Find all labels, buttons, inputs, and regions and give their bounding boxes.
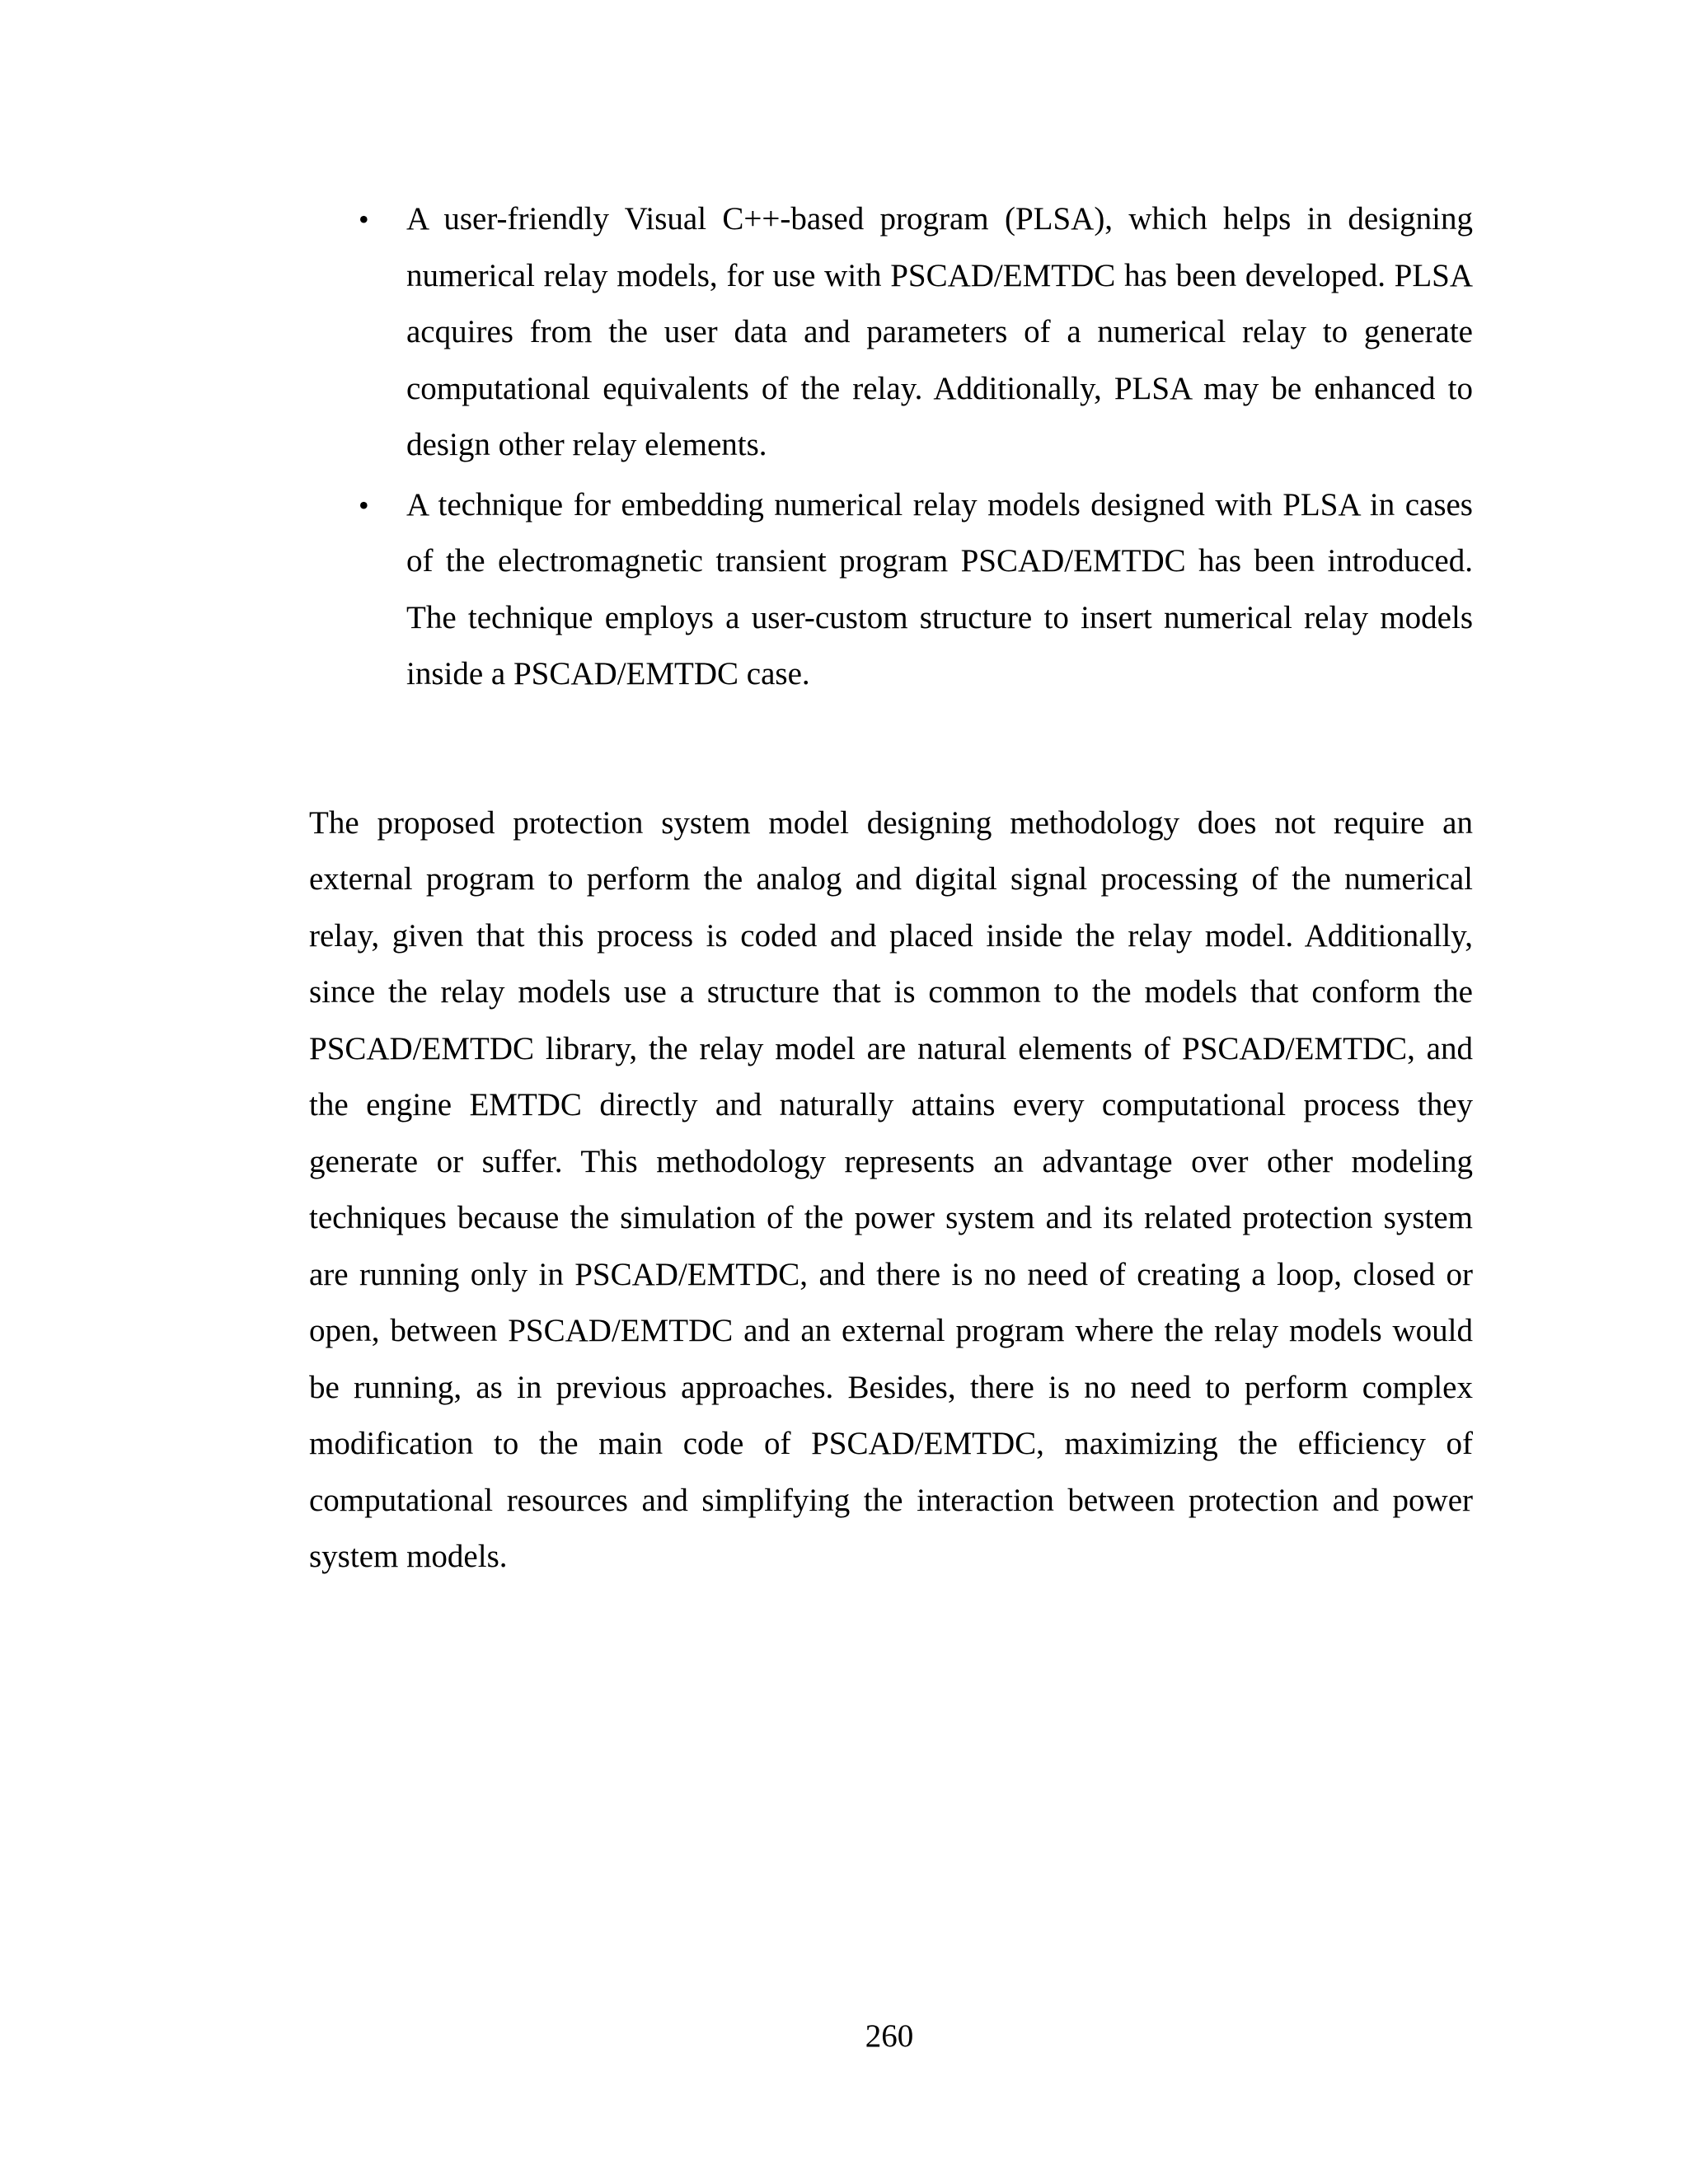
bullet-icon: • bbox=[359, 203, 369, 236]
list-item bbox=[309, 477, 1473, 703]
page-number: 260 bbox=[865, 2018, 914, 2054]
page-content bbox=[309, 191, 1473, 1586]
list-item bbox=[309, 191, 1473, 474]
list-item-text: A technique for embedding numerical relay models designed with PLSA in cases of the electromagnetic transient program PSCAD/EMTDC has been introduced. The technique employs a user-custom structure to insert numerical relay models inside a PSCAD/EMTDC case. bbox=[406, 486, 1473, 691]
list-item-text: A user-friendly Visual C++-based program (PLSA), which helps in designing numerical relay models, for use with PSCAD/EMTDC has been developed. PLSA acquires from the user data and parameters of a numerical relay to generate computational equivalents of the relay. Additionally, PLSA may be enhanced to design other relay elements. bbox=[406, 201, 1473, 462]
bullet-icon: • bbox=[359, 488, 369, 522]
body-paragraph: The proposed protection system model designing methodology does not require an external program to perform the analog and digital signal processing of the numerical relay, given that this process is coded and placed inside the relay model. Additionally, since the relay models use a structure that is common to the models that conform the PSCAD/EMTDC library, the relay model are natural elements of PSCAD/EMTDC, and the engine EMTDC directly and naturally attains every computational process they generate or suffer. This methodology represents an advantage over other modeling techniques because the simulation of the power system and its related protection system are running only in PSCAD/EMTDC, and there is no need of creating a loop, closed or open, between PSCAD/EMTDC and an external program where the relay models would be running, as in previous approaches. Besides, there is no need to perform complex modification to the main code of PSCAD/EMTDC, maximizing the efficiency of computational resources and simplifying the interaction between protection and power system models. bbox=[309, 804, 1473, 1574]
contribution-list bbox=[309, 191, 1473, 703]
